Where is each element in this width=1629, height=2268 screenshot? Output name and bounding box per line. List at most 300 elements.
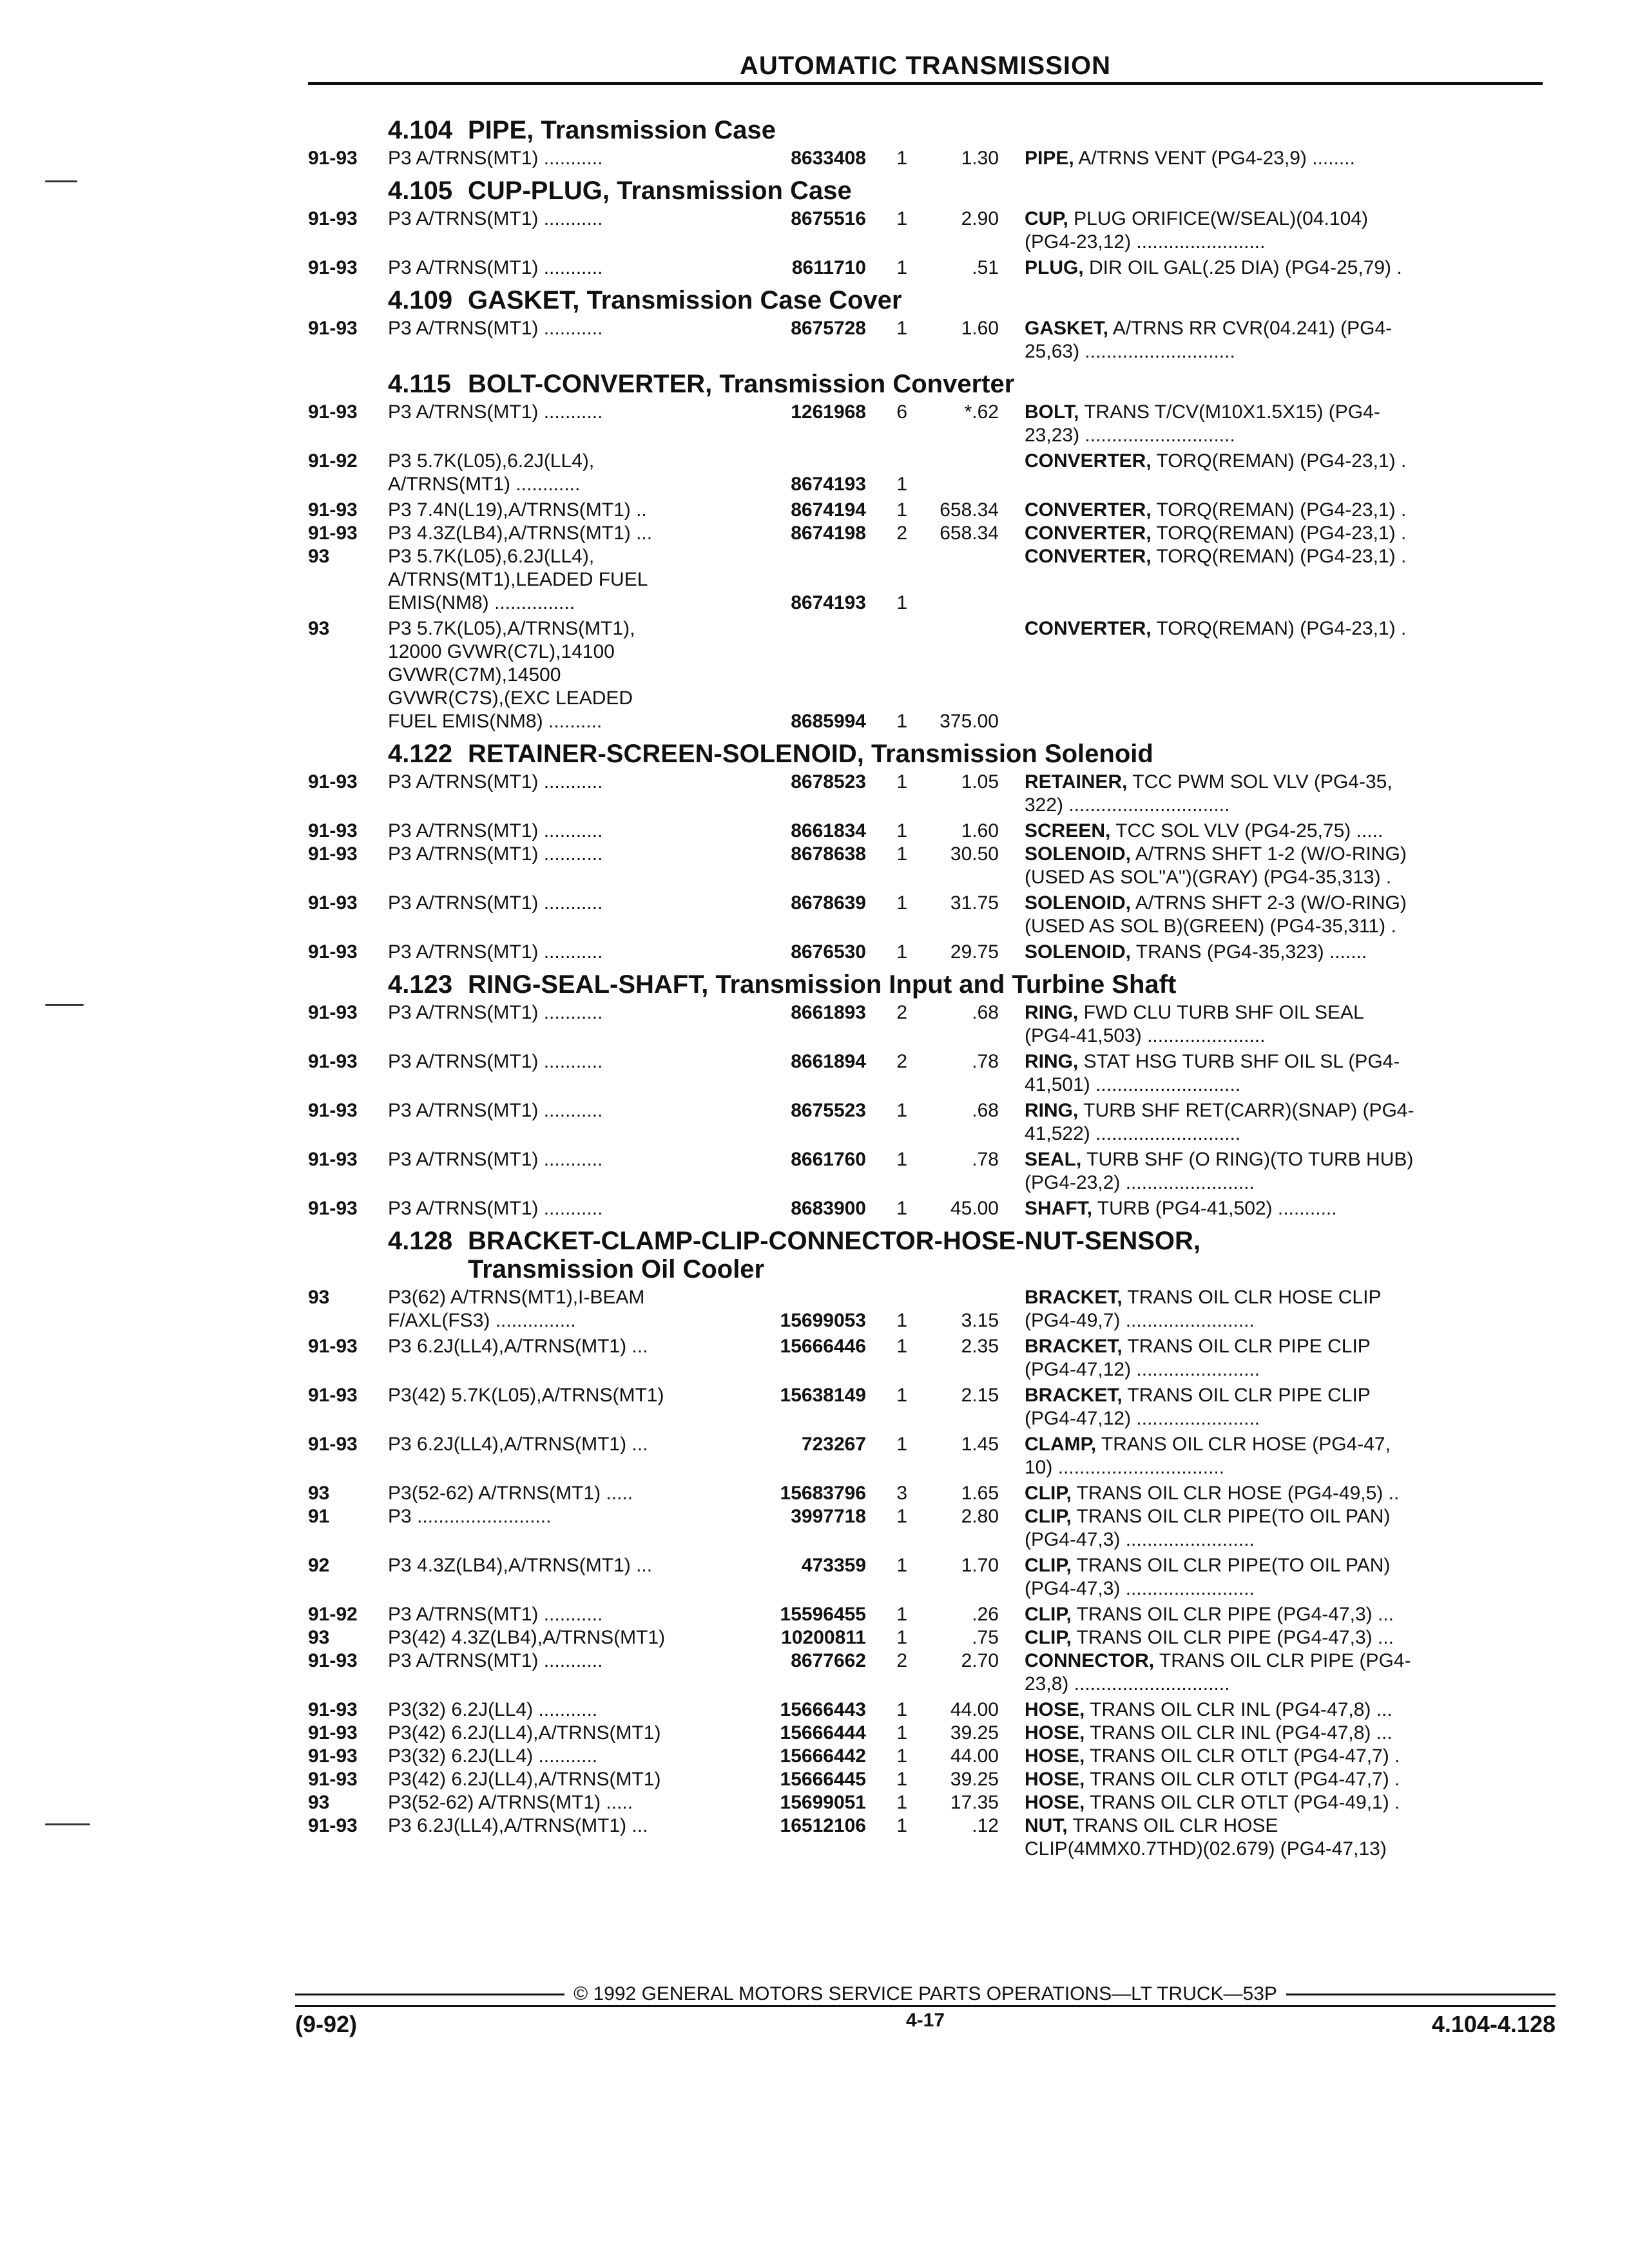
part-row [308, 1482, 1543, 1505]
price: 375.00 [940, 711, 999, 732]
application [388, 1384, 759, 1430]
footer-rule-left [295, 1994, 564, 1995]
description [999, 1603, 1543, 1626]
quantity: 1 [896, 1722, 907, 1744]
description-line: PIPE, A/TRNS VENT (PG4-23,9) ........ [1025, 148, 1355, 169]
part-row [308, 1722, 1543, 1745]
description-line: BOLT, TRANS T/CV(M10X1.5X15) (PG4- [1025, 401, 1380, 423]
application-line: P3(52-62) A/TRNS(MT1) ..... [388, 1792, 633, 1813]
model-years: 91-93 [308, 771, 358, 793]
description-keyword: CLIP, [1025, 1506, 1072, 1527]
description [999, 1286, 1543, 1332]
quantity: 1 [896, 1149, 907, 1170]
description [999, 450, 1543, 496]
part-number: 1261968 [791, 401, 866, 423]
application [388, 820, 759, 843]
description-line: SOLENOID, A/TRNS SHFT 1-2 (W/O-RING) [1025, 843, 1407, 865]
price: .26 [972, 1604, 999, 1625]
model-years: 91-93 [308, 892, 358, 914]
part-row [308, 1649, 1543, 1696]
page-header: AUTOMATIC TRANSMISSION [308, 52, 1543, 85]
part-row [308, 147, 1543, 170]
application-line: P3 A/TRNS(MT1) ........... [388, 318, 603, 339]
section-title [468, 286, 1543, 314]
part-row [308, 499, 1543, 522]
description [999, 147, 1543, 170]
section-heading [308, 286, 1543, 314]
description [999, 1197, 1543, 1220]
description-line: CLIP(4MMX0.7THD)(02.679) (PG4-47,13) [1025, 1838, 1387, 1860]
application-line: P3 4.3Z(LB4),A/TRNS(MT1) ... [388, 523, 653, 544]
application [388, 1001, 759, 1048]
application [388, 450, 759, 496]
part-row [308, 1505, 1543, 1552]
application [388, 1050, 759, 1097]
description-line: SOLENOID, A/TRNS SHFT 2-3 (W/O-RING) [1025, 892, 1407, 914]
part-row [308, 1698, 1543, 1722]
application [388, 1433, 759, 1479]
application [388, 892, 759, 938]
section-heading [308, 970, 1543, 999]
quantity: 1 [896, 941, 907, 963]
description-line: PLUG, DIR OIL GAL(.25 DIA) (PG4-25,79) . [1025, 257, 1402, 278]
quantity: 1 [896, 1336, 907, 1357]
part-number: 8675728 [791, 318, 866, 339]
description-keyword: HOSE, [1025, 1769, 1085, 1790]
part-number: 8661834 [791, 820, 866, 841]
application [388, 1286, 759, 1332]
description-line: SEAL, TURB SHF (O RING)(TO TURB HUB) [1025, 1149, 1414, 1170]
price: 44.00 [950, 1745, 999, 1767]
price: .78 [972, 1149, 999, 1170]
part-row [308, 1335, 1543, 1381]
application [388, 401, 759, 447]
application-line: P3(42) 6.2J(LL4),A/TRNS(MT1) [388, 1722, 661, 1744]
application-line: P3 A/TRNS(MT1) ........... [388, 1002, 603, 1023]
section-number: 4.104 [388, 116, 453, 144]
price [918, 545, 999, 615]
description [999, 1722, 1543, 1745]
application [388, 256, 759, 280]
part-row [308, 207, 1543, 254]
part-row [308, 1384, 1543, 1430]
section-title-line: CUP-PLUG, Transmission Case [468, 177, 852, 205]
application-line: P3(42) 6.2J(LL4),A/TRNS(MT1) [388, 1769, 661, 1790]
description-line: CONVERTER, TORQ(REMAN) (PG4-23,1) . [1025, 618, 1407, 639]
model-years: 91-93 [308, 1650, 358, 1671]
description-keyword: CONVERTER, [1025, 450, 1152, 472]
part-number: 8661894 [791, 1051, 866, 1072]
part-number: 8677662 [791, 1650, 866, 1671]
part-number: 723267 [801, 1434, 866, 1455]
model-years: 91-93 [308, 523, 358, 544]
price: .12 [972, 1815, 999, 1836]
price: .78 [972, 1051, 999, 1072]
part-row [308, 1050, 1543, 1097]
description-line: (PG4-47,3) ........................ [1025, 1578, 1255, 1599]
part-number: 15666442 [780, 1745, 866, 1767]
application [388, 1722, 759, 1745]
price: 39.25 [950, 1769, 999, 1790]
part-number: 8678639 [791, 892, 866, 914]
part-row [308, 522, 1543, 545]
quantity: 2 [896, 1051, 907, 1072]
description-keyword: CLIP, [1025, 1555, 1072, 1576]
description [999, 1745, 1543, 1768]
section-number: 4.128 [388, 1227, 453, 1255]
price: 3.15 [961, 1310, 999, 1331]
quantity: 1 [896, 711, 907, 732]
part-row [308, 1745, 1543, 1768]
price: 39.25 [950, 1722, 999, 1744]
description [999, 1050, 1543, 1097]
part-row [308, 820, 1543, 843]
part-number: 8678638 [791, 843, 866, 865]
part-row [308, 1791, 1543, 1814]
price [918, 450, 999, 496]
description-line: RETAINER, TCC PWM SOL VLV (PG4-35, [1025, 771, 1393, 793]
description [999, 401, 1543, 447]
model-years: 91-93 [308, 1385, 358, 1406]
part-number: 8678523 [791, 771, 866, 793]
description-line: RING, STAT HSG TURB SHF OIL SL (PG4- [1025, 1051, 1400, 1072]
quantity: 2 [896, 523, 907, 544]
section-title [468, 740, 1543, 768]
quantity: 1 [896, 257, 907, 278]
part-row [308, 1626, 1543, 1649]
application [388, 1649, 759, 1696]
application-line: EMIS(NM8) ............... [388, 592, 575, 613]
application-line: GVWR(C7M),14500 [388, 664, 561, 686]
description [999, 1099, 1543, 1146]
model-years: 91-93 [308, 208, 358, 229]
part-row [308, 1433, 1543, 1479]
application [388, 1745, 759, 1768]
description-line: (PG4-41,503) ...................... [1025, 1025, 1266, 1046]
description-line: CLIP, TRANS OIL CLR HOSE (PG4-49,5) .. [1025, 1483, 1400, 1504]
model-years: 91-93 [308, 257, 358, 278]
part-row [308, 941, 1543, 964]
application-line: P3(42) 4.3Z(LB4),A/TRNS(MT1) [388, 1627, 666, 1648]
description [999, 1482, 1543, 1505]
price: .68 [972, 1100, 999, 1121]
application-line: P3(62) A/TRNS(MT1),I-BEAM [388, 1287, 645, 1308]
quantity: 1 [896, 318, 907, 339]
part-row [308, 1554, 1543, 1600]
model-years: 93 [308, 546, 330, 567]
section-number: 4.122 [388, 740, 453, 768]
description-keyword: SOLENOID, [1025, 892, 1132, 914]
application-line: P3 5.7K(L05),6.2J(LL4), [388, 450, 595, 472]
description [999, 317, 1543, 363]
price: 1.65 [961, 1483, 999, 1504]
part-number: 473359 [801, 1555, 866, 1576]
section-title-line: BRACKET-CLAMP-CLIP-CONNECTOR-HOSE-NUT-SENSOR, [468, 1227, 1201, 1255]
price: 2.70 [961, 1650, 999, 1671]
description [999, 843, 1543, 889]
quantity: 6 [896, 401, 907, 423]
part-row [308, 892, 1543, 938]
part-number: 8674193 [791, 592, 866, 613]
application-line: P3 6.2J(LL4),A/TRNS(MT1) ... [388, 1815, 648, 1836]
part-row [308, 771, 1543, 817]
part-number: 15666446 [780, 1336, 866, 1357]
description-keyword: SOLENOID, [1025, 941, 1132, 963]
footer-copyright: © 1992 GENERAL MOTORS SERVICE PARTS OPERATIONS—LT TRUCK—53P [574, 1983, 1277, 2004]
description [999, 1791, 1543, 1814]
description [999, 1001, 1543, 1048]
footer-copyright-line [295, 1983, 1556, 2005]
quantity: 1 [896, 499, 907, 521]
part-number: 8611710 [791, 257, 866, 278]
section-title [468, 177, 1543, 205]
price: 45.00 [950, 1198, 999, 1219]
footer-section-range: 4.104-4.128 [1431, 2011, 1556, 2037]
description-keyword: RING, [1025, 1100, 1079, 1121]
description-keyword: NUT, [1025, 1815, 1068, 1836]
model-years: 91-93 [308, 401, 358, 423]
part-number: 3997718 [791, 1506, 866, 1527]
description-line: HOSE, TRANS OIL CLR OTLT (PG4-47,7) . [1025, 1745, 1400, 1767]
part-number: 8676530 [791, 941, 866, 963]
application [388, 1768, 759, 1791]
price: .75 [972, 1627, 999, 1648]
section-heading [308, 1227, 1543, 1283]
description-keyword: CONVERTER, [1025, 546, 1152, 567]
model-years: 91-93 [308, 1198, 358, 1219]
description [999, 256, 1543, 280]
description-line: CONVERTER, TORQ(REMAN) (PG4-23,1) . [1025, 546, 1407, 567]
application [388, 545, 759, 615]
quantity: 1 [896, 1385, 907, 1406]
description [999, 1649, 1543, 1696]
model-years: 91-93 [308, 1722, 358, 1744]
part-row [308, 1768, 1543, 1791]
section-heading [308, 177, 1543, 205]
description-line: SCREEN, TCC SOL VLV (PG4-25,75) ..... [1025, 820, 1383, 841]
application-line: P3 A/TRNS(MT1) ........... [388, 1100, 603, 1121]
page-footer [295, 2005, 1556, 2042]
part-number: 15666444 [780, 1722, 866, 1744]
price: 17.35 [950, 1792, 999, 1813]
section-heading [308, 116, 1543, 144]
model-years: 91-92 [308, 1604, 358, 1625]
application-line: F/AXL(FS3) ............... [388, 1310, 576, 1331]
model-years: 91-93 [308, 1815, 358, 1836]
model-years: 91-93 [308, 941, 358, 963]
quantity: 1 [896, 1100, 907, 1121]
description-line: BRACKET, TRANS OIL CLR HOSE CLIP [1025, 1287, 1382, 1308]
price: 1.60 [961, 820, 999, 841]
price: 658.34 [940, 523, 999, 544]
model-years: 91-93 [308, 1100, 358, 1121]
description-keyword: PLUG, [1025, 257, 1084, 278]
part-number: 8674198 [791, 523, 866, 544]
description-line: 10) ............................... [1025, 1457, 1225, 1478]
application-line: P3 5.7K(L05),6.2J(LL4), [388, 546, 595, 567]
part-number: 15666445 [780, 1769, 866, 1790]
description-keyword: CONVERTER, [1025, 523, 1152, 544]
price: 658.34 [940, 499, 999, 521]
model-years: 91-93 [308, 1336, 358, 1357]
part-number: 8661893 [791, 1002, 866, 1023]
price: 44.00 [950, 1699, 999, 1720]
description-keyword: BRACKET, [1025, 1336, 1123, 1357]
description [999, 771, 1543, 817]
part-row [308, 617, 1543, 733]
model-years: 91-93 [308, 843, 358, 865]
section-title-line: BOLT-CONVERTER, Transmission Converter [468, 370, 1015, 398]
description-keyword: PIPE, [1025, 148, 1074, 169]
description [999, 617, 1543, 733]
description [999, 545, 1543, 615]
application [388, 1554, 759, 1600]
application [388, 147, 759, 170]
description-line: GASKET, A/TRNS RR CVR(04.241) (PG4- [1025, 318, 1393, 339]
price: .68 [972, 1002, 999, 1023]
part-number: 8674193 [791, 474, 866, 495]
section-title-line: GASKET, Transmission Case Cover [468, 286, 902, 314]
part-row [308, 1814, 1543, 1861]
description [999, 1505, 1543, 1552]
application-line: P3 ......................... [388, 1506, 552, 1527]
section-number: 4.109 [388, 286, 453, 314]
model-years: 91-93 [308, 1149, 358, 1170]
description-line: SHAFT, TURB (PG4-41,502) ........... [1025, 1198, 1337, 1219]
quantity: 1 [896, 592, 907, 613]
part-row [308, 1001, 1543, 1048]
part-row [308, 1286, 1543, 1332]
quantity: 1 [896, 892, 907, 914]
description-line: 41,501) ........................... [1025, 1074, 1241, 1095]
part-number: 10200811 [781, 1627, 866, 1648]
description-line: (PG4-47,12) ....................... [1025, 1408, 1260, 1429]
description-line: CLIP, TRANS OIL CLR PIPE(TO OIL PAN) [1025, 1555, 1391, 1576]
description-line: BRACKET, TRANS OIL CLR PIPE CLIP [1025, 1336, 1371, 1357]
part-row [308, 450, 1543, 496]
application-line: 12000 GVWR(C7L),14100 [388, 641, 615, 662]
part-number: 15638149 [780, 1385, 866, 1406]
application [388, 1099, 759, 1146]
description [999, 892, 1543, 938]
application-line: P3 A/TRNS(MT1) ........... [388, 1149, 603, 1170]
section-heading [308, 370, 1543, 398]
description [999, 1554, 1543, 1600]
description-line: (PG4-49,7) ........................ [1025, 1310, 1255, 1331]
description-keyword: HOSE, [1025, 1792, 1085, 1813]
application-line: P3 A/TRNS(MT1) ........... [388, 257, 603, 278]
section-title [468, 970, 1543, 999]
quantity: 1 [896, 1310, 907, 1331]
price: 1.70 [961, 1555, 999, 1576]
model-years: 91-93 [308, 1434, 358, 1455]
application-line: P3(42) 5.7K(L05),A/TRNS(MT1) [388, 1385, 664, 1406]
model-years: 91-93 [308, 1699, 358, 1720]
application-line: A/TRNS(MT1),LEADED FUEL [388, 569, 648, 590]
application [388, 522, 759, 545]
part-row [308, 1099, 1543, 1146]
application-line: P3 A/TRNS(MT1) ........... [388, 1051, 603, 1072]
price: 1.45 [961, 1434, 999, 1455]
description-keyword: SHAFT, [1025, 1198, 1092, 1219]
part-row [308, 401, 1543, 447]
model-years: 91-93 [308, 499, 358, 521]
description [999, 1335, 1543, 1381]
description-line: RING, TURB SHF RET(CARR)(SNAP) (PG4- [1025, 1100, 1414, 1121]
application-line: P3 7.4N(L19),A/TRNS(MT1) .. [388, 499, 647, 521]
application-line: P3(32) 6.2J(LL4) ........... [388, 1699, 598, 1720]
description-keyword: CLIP, [1025, 1604, 1072, 1625]
description-keyword: HOSE, [1025, 1722, 1085, 1744]
part-number: 15683796 [780, 1483, 866, 1504]
description [999, 207, 1543, 254]
description-line: CLIP, TRANS OIL CLR PIPE (PG4-47,3) ... [1025, 1604, 1394, 1625]
application-line: A/TRNS(MT1) ............ [388, 474, 581, 495]
price: 2.80 [961, 1506, 999, 1527]
quantity: 1 [896, 208, 907, 229]
description-line: CONVERTER, TORQ(REMAN) (PG4-23,1) . [1025, 450, 1407, 472]
quantity: 1 [896, 148, 907, 169]
description-keyword: RING, [1025, 1051, 1079, 1072]
description-line: (PG4-23,2) ........................ [1025, 1172, 1255, 1193]
quantity: 1 [896, 843, 907, 865]
model-years: 91 [308, 1506, 330, 1527]
application-line: P3 A/TRNS(MT1) ........... [388, 1198, 603, 1219]
application [388, 1698, 759, 1722]
application-line: P3 A/TRNS(MT1) ........... [388, 401, 603, 423]
section-title-line: PIPE, Transmission Case [468, 116, 776, 144]
description-line: CLAMP, TRANS OIL CLR HOSE (PG4-47, [1025, 1434, 1391, 1455]
application [388, 617, 759, 733]
model-years: 91-93 [308, 1051, 358, 1072]
description [999, 1698, 1543, 1722]
application-line: P3 6.2J(LL4),A/TRNS(MT1) ... [388, 1434, 648, 1455]
part-number: 16512106 [780, 1815, 866, 1836]
model-years: 92 [308, 1555, 330, 1576]
description-keyword: CLAMP, [1025, 1434, 1097, 1455]
description [999, 1148, 1543, 1195]
description-line: CONVERTER, TORQ(REMAN) (PG4-23,1) . [1025, 499, 1407, 521]
part-number: 15596455 [780, 1604, 866, 1625]
model-years: 93 [308, 1287, 330, 1308]
description [999, 1768, 1543, 1791]
section-heading [308, 740, 1543, 768]
description-line: NUT, TRANS OIL CLR HOSE [1025, 1815, 1278, 1836]
quantity: 3 [896, 1483, 907, 1504]
application-line: P3 A/TRNS(MT1) ........... [388, 1650, 603, 1671]
application [388, 843, 759, 889]
description-line: HOSE, TRANS OIL CLR OTLT (PG4-49,1) . [1025, 1792, 1400, 1813]
quantity: 1 [896, 1434, 907, 1455]
quantity: 1 [896, 1604, 907, 1625]
quantity: 1 [896, 474, 907, 495]
description [999, 1433, 1543, 1479]
application [388, 1791, 759, 1814]
application-line: FUEL EMIS(NM8) .......... [388, 711, 602, 732]
part-row [308, 1148, 1543, 1195]
description-keyword: SEAL, [1025, 1149, 1082, 1170]
part-number: 8674194 [791, 499, 866, 521]
description-line: 23,23) ............................ [1025, 425, 1235, 446]
quantity: 1 [896, 1627, 907, 1648]
section-number: 4.105 [388, 177, 453, 205]
description-keyword: RETAINER, [1025, 771, 1128, 793]
quantity: 1 [896, 1198, 907, 1219]
description-line: HOSE, TRANS OIL CLR INL (PG4-47,8) ... [1025, 1699, 1393, 1720]
description-keyword: CLIP, [1025, 1483, 1072, 1504]
scan-mark [45, 1823, 90, 1825]
description-line: (PG4-23,12) ........................ [1025, 231, 1266, 253]
